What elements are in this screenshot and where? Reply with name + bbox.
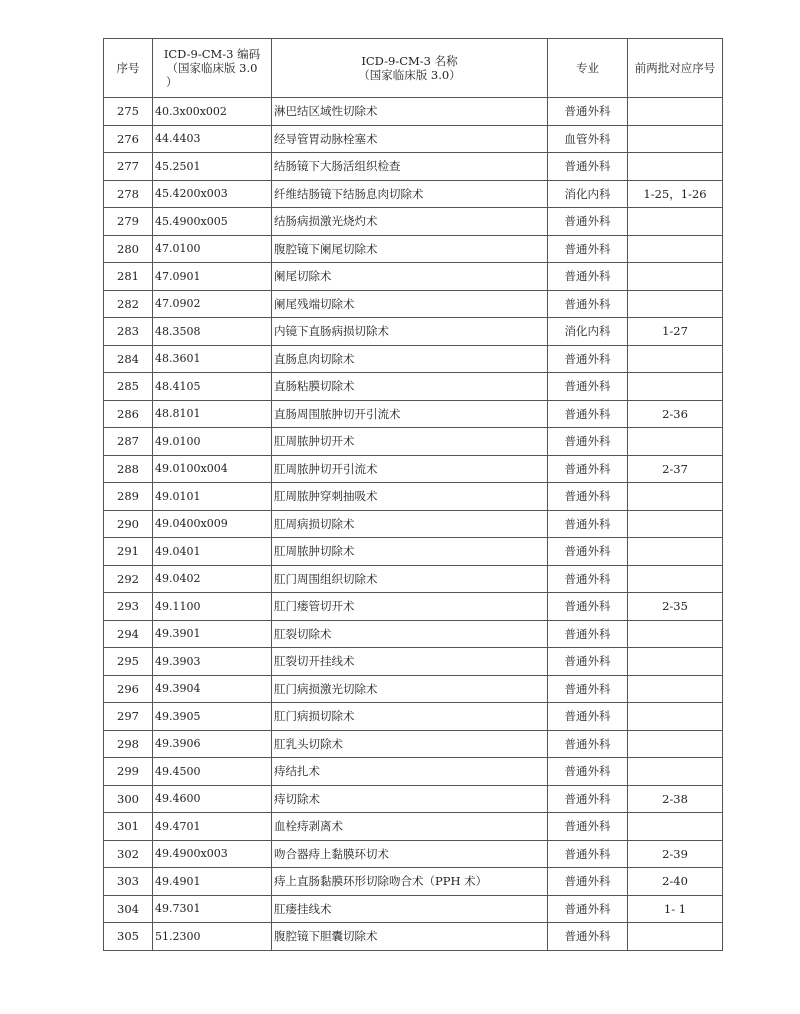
cell-ref xyxy=(628,813,723,841)
table-row xyxy=(104,538,723,566)
cell-ref xyxy=(628,703,723,731)
table-header-row xyxy=(104,39,723,98)
cell-ref xyxy=(628,675,723,703)
cell-name: 肛瘘挂线术 xyxy=(272,895,548,923)
cell-name: 腹腔镜下胆囊切除术 xyxy=(272,923,548,951)
cell-seq: 278 xyxy=(104,180,153,208)
header-seq: 序号 xyxy=(104,39,153,98)
cell-specialty: 血管外科 xyxy=(548,125,628,153)
table-row xyxy=(104,428,723,456)
cell-code: 49.0400x009 xyxy=(153,510,272,538)
cell-seq: 302 xyxy=(104,840,153,868)
cell-seq: 283 xyxy=(104,318,153,346)
cell-specialty: 普通外科 xyxy=(548,263,628,291)
cell-specialty: 普通外科 xyxy=(548,648,628,676)
cell-specialty: 普通外科 xyxy=(548,510,628,538)
cell-ref: 1-25，1-26 xyxy=(628,180,723,208)
cell-name: 肛周脓肿穿刺抽吸术 xyxy=(272,483,548,511)
cell-ref: 1-27 xyxy=(628,318,723,346)
cell-name: 吻合器痔上黏膜环切术 xyxy=(272,840,548,868)
cell-seq: 285 xyxy=(104,373,153,401)
cell-ref: 2-37 xyxy=(628,455,723,483)
cell-seq: 276 xyxy=(104,125,153,153)
table-row xyxy=(104,318,723,346)
cell-specialty: 普通外科 xyxy=(548,923,628,951)
cell-name: 腹腔镜下阑尾切除术 xyxy=(272,235,548,263)
cell-code: 49.0100x004 xyxy=(153,455,272,483)
table-row xyxy=(104,483,723,511)
cell-specialty: 普通外科 xyxy=(548,153,628,181)
table-row xyxy=(104,813,723,841)
cell-specialty: 普通外科 xyxy=(548,730,628,758)
cell-code: 49.3905 xyxy=(153,703,272,731)
cell-ref: 1- 1 xyxy=(628,895,723,923)
cell-name: 肛门周围组织切除术 xyxy=(272,565,548,593)
table-row xyxy=(104,290,723,318)
cell-name: 结肠病损激光烧灼术 xyxy=(272,208,548,236)
table-row xyxy=(104,263,723,291)
cell-seq: 296 xyxy=(104,675,153,703)
cell-ref xyxy=(628,428,723,456)
table-row xyxy=(104,785,723,813)
cell-name: 肛周脓肿切除术 xyxy=(272,538,548,566)
cell-ref xyxy=(628,510,723,538)
cell-ref: 2-35 xyxy=(628,593,723,621)
header-name: ICD-9-CM-3 名称 （国家临床版 3.0） xyxy=(272,39,548,98)
cell-ref: 2-39 xyxy=(628,840,723,868)
table-row xyxy=(104,180,723,208)
cell-code: 49.4701 xyxy=(153,813,272,841)
table-row xyxy=(104,400,723,428)
cell-code: 40.3x00x002 xyxy=(153,98,272,126)
cell-specialty: 普通外科 xyxy=(548,400,628,428)
header-code: ICD-9-CM-3 编码 （国家临床版 3.0 ） xyxy=(153,39,272,98)
table-row xyxy=(104,895,723,923)
cell-ref xyxy=(628,125,723,153)
table-row xyxy=(104,923,723,951)
table-row xyxy=(104,235,723,263)
cell-name: 肛乳头切除术 xyxy=(272,730,548,758)
cell-ref xyxy=(628,565,723,593)
cell-ref xyxy=(628,620,723,648)
cell-name: 纤维结肠镜下结肠息肉切除术 xyxy=(272,180,548,208)
cell-seq: 291 xyxy=(104,538,153,566)
cell-seq: 281 xyxy=(104,263,153,291)
cell-specialty: 普通外科 xyxy=(548,455,628,483)
cell-code: 47.0901 xyxy=(153,263,272,291)
table-row xyxy=(104,758,723,786)
cell-code: 49.4500 xyxy=(153,758,272,786)
cell-ref xyxy=(628,153,723,181)
cell-name: 直肠周围脓肿切开引流术 xyxy=(272,400,548,428)
table-row xyxy=(104,153,723,181)
cell-name: 肛周病损切除术 xyxy=(272,510,548,538)
cell-code: 49.0101 xyxy=(153,483,272,511)
cell-name: 内镜下直肠病损切除术 xyxy=(272,318,548,346)
cell-ref xyxy=(628,730,723,758)
cell-name: 血栓痔剥离术 xyxy=(272,813,548,841)
cell-code: 47.0100 xyxy=(153,235,272,263)
cell-seq: 294 xyxy=(104,620,153,648)
cell-name: 结肠镜下大肠活组织检查 xyxy=(272,153,548,181)
table-row xyxy=(104,620,723,648)
header-ref: 前两批对应序号 xyxy=(628,39,723,98)
cell-name: 肛周脓肿切开引流术 xyxy=(272,455,548,483)
cell-code: 49.3901 xyxy=(153,620,272,648)
cell-code: 49.4901 xyxy=(153,868,272,896)
table-row xyxy=(104,703,723,731)
cell-name: 直肠粘膜切除术 xyxy=(272,373,548,401)
procedure-table xyxy=(103,38,723,951)
cell-specialty: 普通外科 xyxy=(548,483,628,511)
cell-seq: 284 xyxy=(104,345,153,373)
table-row xyxy=(104,345,723,373)
cell-name: 肛周脓肿切开术 xyxy=(272,428,548,456)
cell-seq: 289 xyxy=(104,483,153,511)
cell-seq: 301 xyxy=(104,813,153,841)
cell-code: 45.4900x005 xyxy=(153,208,272,236)
cell-name: 肛裂切开挂线术 xyxy=(272,648,548,676)
cell-ref xyxy=(628,98,723,126)
cell-ref xyxy=(628,538,723,566)
cell-specialty: 普通外科 xyxy=(548,565,628,593)
cell-specialty: 普通外科 xyxy=(548,675,628,703)
cell-seq: 280 xyxy=(104,235,153,263)
cell-ref xyxy=(628,648,723,676)
cell-ref xyxy=(628,208,723,236)
cell-specialty: 普通外科 xyxy=(548,373,628,401)
table-row xyxy=(104,675,723,703)
cell-ref: 2-38 xyxy=(628,785,723,813)
cell-specialty: 普通外科 xyxy=(548,868,628,896)
cell-name: 肛裂切除术 xyxy=(272,620,548,648)
cell-code: 49.7301 xyxy=(153,895,272,923)
cell-name: 阑尾切除术 xyxy=(272,263,548,291)
table-row xyxy=(104,648,723,676)
table-row xyxy=(104,868,723,896)
cell-specialty: 普通外科 xyxy=(548,813,628,841)
cell-specialty: 消化内科 xyxy=(548,180,628,208)
cell-ref: 2-40 xyxy=(628,868,723,896)
cell-name: 肛门瘘管切开术 xyxy=(272,593,548,621)
cell-seq: 282 xyxy=(104,290,153,318)
cell-seq: 305 xyxy=(104,923,153,951)
header-specialty: 专业 xyxy=(548,39,628,98)
cell-seq: 297 xyxy=(104,703,153,731)
cell-code: 49.3903 xyxy=(153,648,272,676)
cell-specialty: 普通外科 xyxy=(548,620,628,648)
cell-seq: 295 xyxy=(104,648,153,676)
cell-ref xyxy=(628,483,723,511)
cell-code: 49.4900x003 xyxy=(153,840,272,868)
cell-name: 痔切除术 xyxy=(272,785,548,813)
cell-name: 肛门病损切除术 xyxy=(272,703,548,731)
cell-code: 48.3508 xyxy=(153,318,272,346)
cell-ref xyxy=(628,345,723,373)
cell-code: 49.1100 xyxy=(153,593,272,621)
cell-ref xyxy=(628,373,723,401)
cell-ref xyxy=(628,923,723,951)
cell-code: 49.4600 xyxy=(153,785,272,813)
cell-seq: 304 xyxy=(104,895,153,923)
table-row xyxy=(104,98,723,126)
cell-specialty: 普通外科 xyxy=(548,208,628,236)
table-row xyxy=(104,373,723,401)
cell-specialty: 消化内科 xyxy=(548,318,628,346)
cell-code: 48.3601 xyxy=(153,345,272,373)
cell-specialty: 普通外科 xyxy=(548,895,628,923)
table-row xyxy=(104,593,723,621)
cell-code: 49.3906 xyxy=(153,730,272,758)
cell-seq: 279 xyxy=(104,208,153,236)
cell-seq: 298 xyxy=(104,730,153,758)
cell-seq: 286 xyxy=(104,400,153,428)
cell-ref xyxy=(628,235,723,263)
cell-code: 47.0902 xyxy=(153,290,272,318)
cell-name: 直肠息肉切除术 xyxy=(272,345,548,373)
cell-code: 49.0100 xyxy=(153,428,272,456)
table-row xyxy=(104,840,723,868)
cell-seq: 287 xyxy=(104,428,153,456)
cell-seq: 299 xyxy=(104,758,153,786)
cell-seq: 292 xyxy=(104,565,153,593)
cell-seq: 303 xyxy=(104,868,153,896)
cell-specialty: 普通外科 xyxy=(548,290,628,318)
cell-ref xyxy=(628,758,723,786)
cell-name: 经导管胃动脉栓塞术 xyxy=(272,125,548,153)
cell-name: 肛门病损激光切除术 xyxy=(272,675,548,703)
cell-name: 痔结扎术 xyxy=(272,758,548,786)
table-row xyxy=(104,565,723,593)
cell-specialty: 普通外科 xyxy=(548,538,628,566)
cell-ref: 2-36 xyxy=(628,400,723,428)
cell-code: 44.4403 xyxy=(153,125,272,153)
cell-code: 45.2501 xyxy=(153,153,272,181)
cell-specialty: 普通外科 xyxy=(548,593,628,621)
cell-name: 痔上直肠黏膜环形切除吻合术（PPH 术） xyxy=(272,868,548,896)
table-row xyxy=(104,510,723,538)
cell-specialty: 普通外科 xyxy=(548,758,628,786)
cell-code: 49.0402 xyxy=(153,565,272,593)
table-row xyxy=(104,208,723,236)
table-row xyxy=(104,730,723,758)
cell-code: 49.0401 xyxy=(153,538,272,566)
table-row xyxy=(104,455,723,483)
cell-specialty: 普通外科 xyxy=(548,840,628,868)
cell-specialty: 普通外科 xyxy=(548,428,628,456)
table-row xyxy=(104,125,723,153)
cell-name: 阑尾残端切除术 xyxy=(272,290,548,318)
cell-ref xyxy=(628,263,723,291)
cell-name: 淋巴结区域性切除术 xyxy=(272,98,548,126)
cell-specialty: 普通外科 xyxy=(548,703,628,731)
cell-seq: 290 xyxy=(104,510,153,538)
cell-specialty: 普通外科 xyxy=(548,98,628,126)
cell-code: 45.4200x003 xyxy=(153,180,272,208)
cell-code: 49.3904 xyxy=(153,675,272,703)
cell-seq: 293 xyxy=(104,593,153,621)
cell-code: 51.2300 xyxy=(153,923,272,951)
cell-specialty: 普通外科 xyxy=(548,785,628,813)
cell-code: 48.8101 xyxy=(153,400,272,428)
cell-seq: 277 xyxy=(104,153,153,181)
cell-ref xyxy=(628,290,723,318)
cell-seq: 288 xyxy=(104,455,153,483)
table-body xyxy=(104,98,723,951)
cell-seq: 275 xyxy=(104,98,153,126)
cell-specialty: 普通外科 xyxy=(548,235,628,263)
cell-code: 48.4105 xyxy=(153,373,272,401)
cell-specialty: 普通外科 xyxy=(548,345,628,373)
cell-seq: 300 xyxy=(104,785,153,813)
